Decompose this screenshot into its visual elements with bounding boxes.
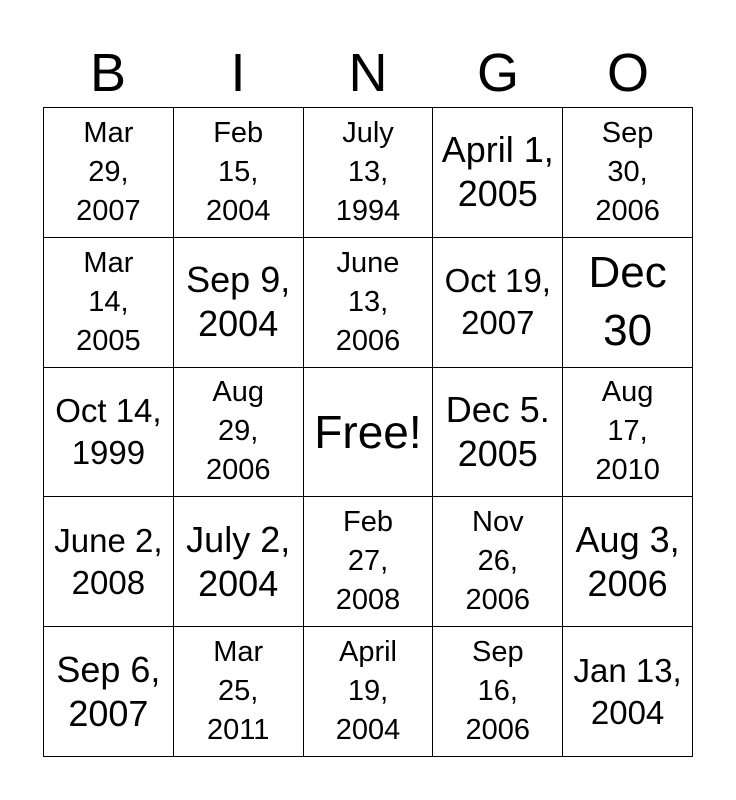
bingo-cell[interactable]: Aug 29, 2006 xyxy=(174,368,304,498)
bingo-cell[interactable]: Dec 5. 2005 xyxy=(433,368,563,498)
bingo-cell[interactable]: Feb 27, 2008 xyxy=(304,497,434,627)
bingo-cell[interactable]: Sep 30, 2006 xyxy=(563,108,693,238)
bingo-cell[interactable]: Jan 13, 2004 xyxy=(563,627,693,757)
header-letter-n: N xyxy=(348,43,388,103)
bingo-header xyxy=(43,38,693,108)
bingo-cell[interactable]: Sep 16, 2006 xyxy=(433,627,563,757)
bingo-card-grid xyxy=(43,107,693,757)
header-letter-b: B xyxy=(89,43,127,103)
bingo-cell[interactable]: July 13, 1994 xyxy=(304,108,434,238)
bingo-cell[interactable]: Aug 3, 2006 xyxy=(563,497,693,627)
bingo-cell[interactable]: Nov 26, 2006 xyxy=(433,497,563,627)
header-letter-o: O xyxy=(606,43,649,103)
bingo-cell[interactable]: Mar 25, 2011 xyxy=(174,627,304,757)
bingo-cell[interactable]: Sep 9, 2004 xyxy=(174,238,304,368)
bingo-cell[interactable]: Mar 29, 2007 xyxy=(44,108,174,238)
bingo-cell[interactable]: June 13, 2006 xyxy=(304,238,434,368)
bingo-cell[interactable]: June 2, 2008 xyxy=(44,497,174,627)
bingo-cell[interactable]: April 19, 2004 xyxy=(304,627,434,757)
bingo-cell[interactable]: Mar 14, 2005 xyxy=(44,238,174,368)
header-letter-i: I xyxy=(230,43,246,103)
bingo-cell[interactable]: Feb 15, 2004 xyxy=(174,108,304,238)
bingo-cell[interactable]: April 1, 2005 xyxy=(433,108,563,238)
bingo-cell[interactable]: July 2, 2004 xyxy=(174,497,304,627)
bingo-cell[interactable]: Dec 30 xyxy=(563,238,693,368)
free-space-cell[interactable]: Free! xyxy=(304,368,434,498)
bingo-cell[interactable]: Oct 14, 1999 xyxy=(44,368,174,498)
bingo-cell[interactable]: Sep 6, 2007 xyxy=(44,627,174,757)
bingo-cell[interactable]: Aug 17, 2010 xyxy=(563,368,693,498)
header-letter-g: G xyxy=(476,43,519,103)
bingo-cell[interactable]: Oct 19, 2007 xyxy=(433,238,563,368)
